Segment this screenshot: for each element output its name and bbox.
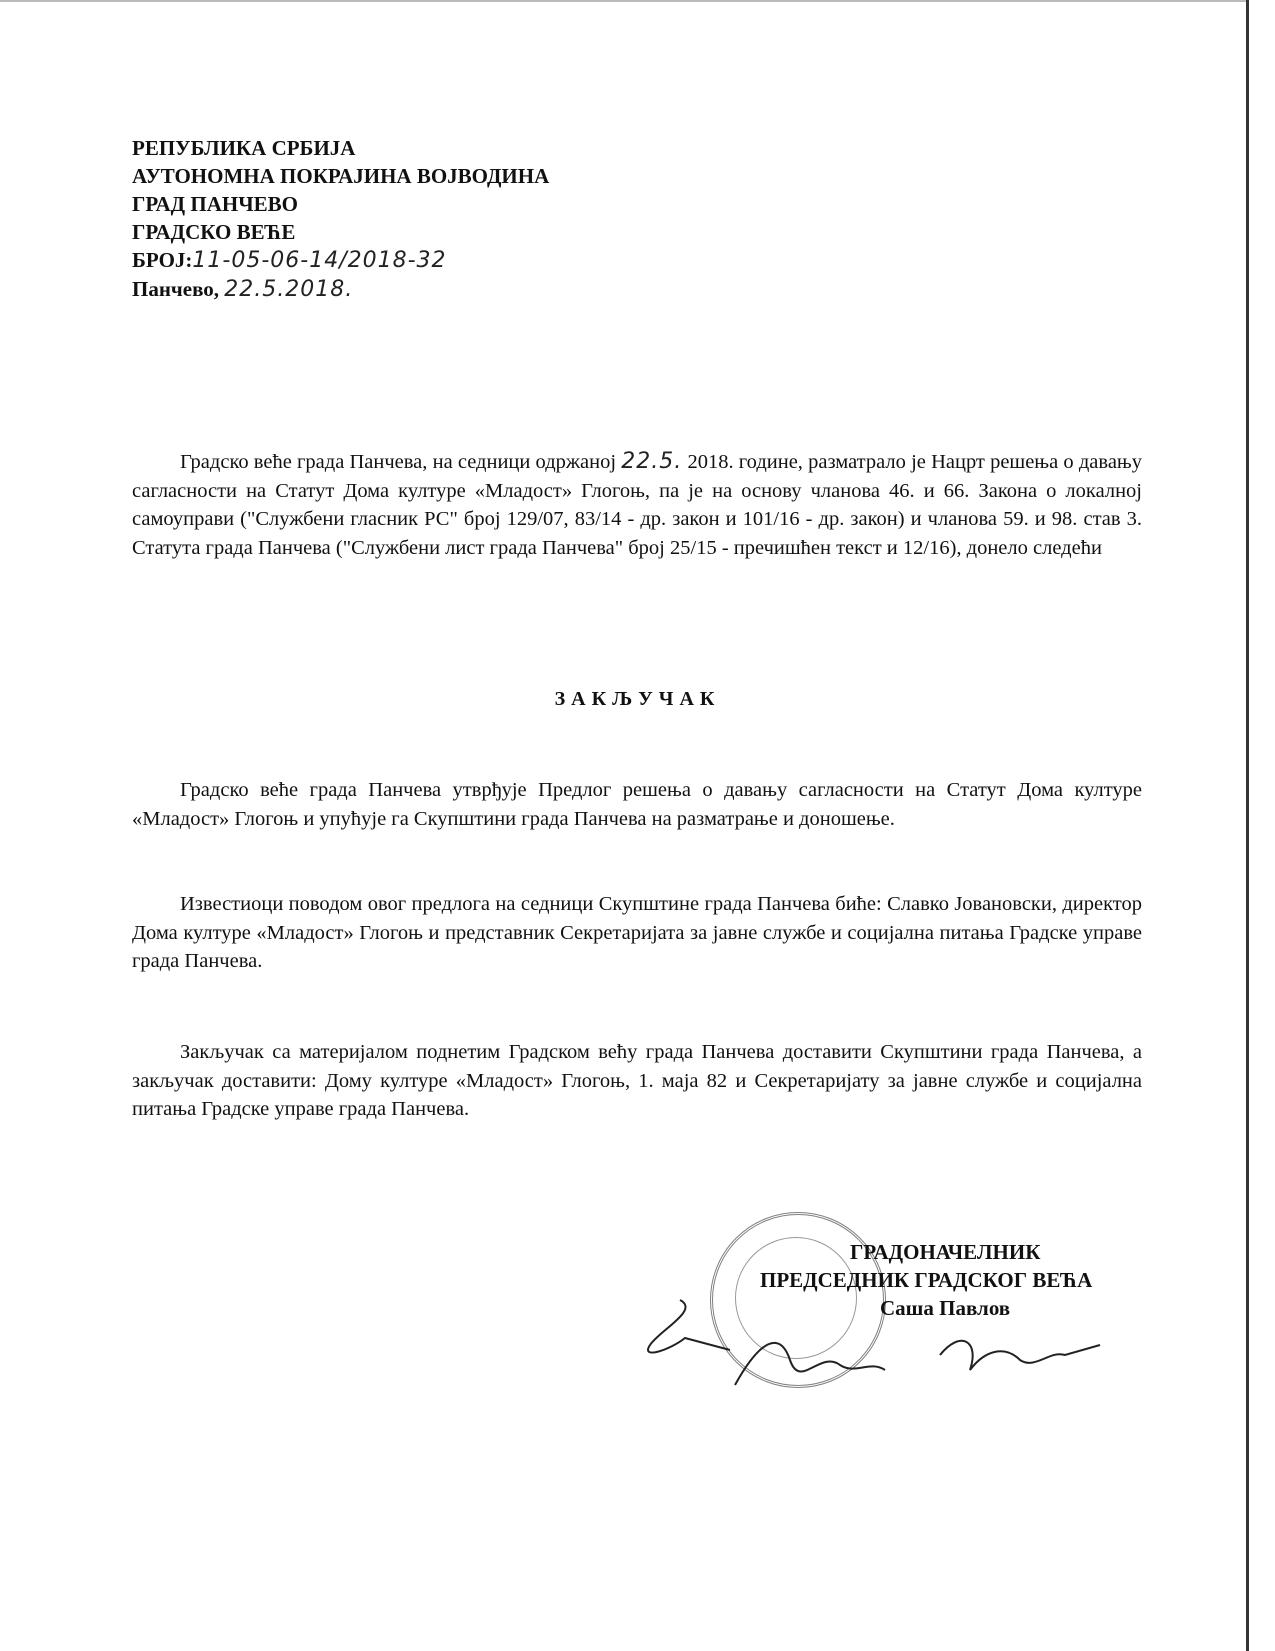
paragraph-text: Известиоци поводом овог предлога на седници Скупштине града Панчева биће: Славко Јовановски, директор Дома културе «Младост» Глогоњ и представник Секретаријата за јавне службе и социјална питања Градске управе града Панчева. xyxy=(132,893,1142,972)
header-line: АУТОНОМНА ПОКРАЈИНА ВОЈВОДИНА xyxy=(132,164,550,188)
document-date xyxy=(132,275,549,304)
signatory-title: ГРАДОНАЧЕЛНИК xyxy=(850,1240,1041,1264)
paragraph-text: Закључак са материјалом поднетим Градском већу града Панчева доставити Скупштини града Панчева, а закључак доставити: Дому културе «Младост» Глогоњ, 1. маја 82 и Секретаријату за јавне службе и социјална питања Градске управе града Панчева. xyxy=(132,1041,1142,1120)
body-paragraph xyxy=(132,890,1142,976)
intro-text: Градско веће града Панчева, на седници одржаној xyxy=(180,451,622,473)
place-label: Панчево, xyxy=(132,277,220,301)
intro-paragraph xyxy=(132,448,1142,562)
number-value-handwritten: 11-05-06-14/2018-32 xyxy=(192,248,447,273)
document-title: ЗАКЉУЧАК xyxy=(554,688,721,710)
document-number xyxy=(132,246,549,275)
date-handwritten: 22.5.2018. xyxy=(224,277,354,302)
header-line: ГРАД ПАНЧЕВО xyxy=(132,192,298,216)
body-paragraph xyxy=(132,1038,1142,1124)
header-line: ГРАДСКО ВЕЋЕ xyxy=(132,220,296,244)
signatory-title: ПРЕДСЕДНИК ГРАДСКОГ ВЕЋА xyxy=(760,1268,1093,1292)
scan-edge-top xyxy=(0,0,1246,2)
header-line: РЕПУБЛИКА СРБИЈА xyxy=(132,136,356,160)
document-header xyxy=(132,134,549,304)
intro-text: 2018. године, разматрало је Нацрт решења о давању сагласности на Статут Дома културе «Младост» Глогоњ, па је на основу чланова 46. и 66. Закона о локалној самоуправи ("Службени гласник РС" број 129/07, 83/14 - др. закон и 101/16 - др. закон) и чланова 59. и 98. став 3. Статута града Панчева ("Службени лист града Панчева" број 25/15 - пречишћен текст и 12/16), донело следећи xyxy=(132,451,1142,559)
handwritten-signature xyxy=(640,1290,1120,1400)
paragraph-text: Градско веће града Панчева утврђује Предлог решења о давању сагласности на Статут Дома културе «Младост» Глогоњ и упућује га Скупштини града Панчева на разматрање и доношење. xyxy=(132,779,1142,830)
session-date-handwritten: 22.5. xyxy=(621,449,683,474)
scan-edge-right xyxy=(1246,0,1249,1651)
body-paragraph xyxy=(132,776,1142,833)
signatory-name: Саша Павлов xyxy=(880,1296,1011,1320)
number-label: БРОЈ: xyxy=(132,248,193,272)
